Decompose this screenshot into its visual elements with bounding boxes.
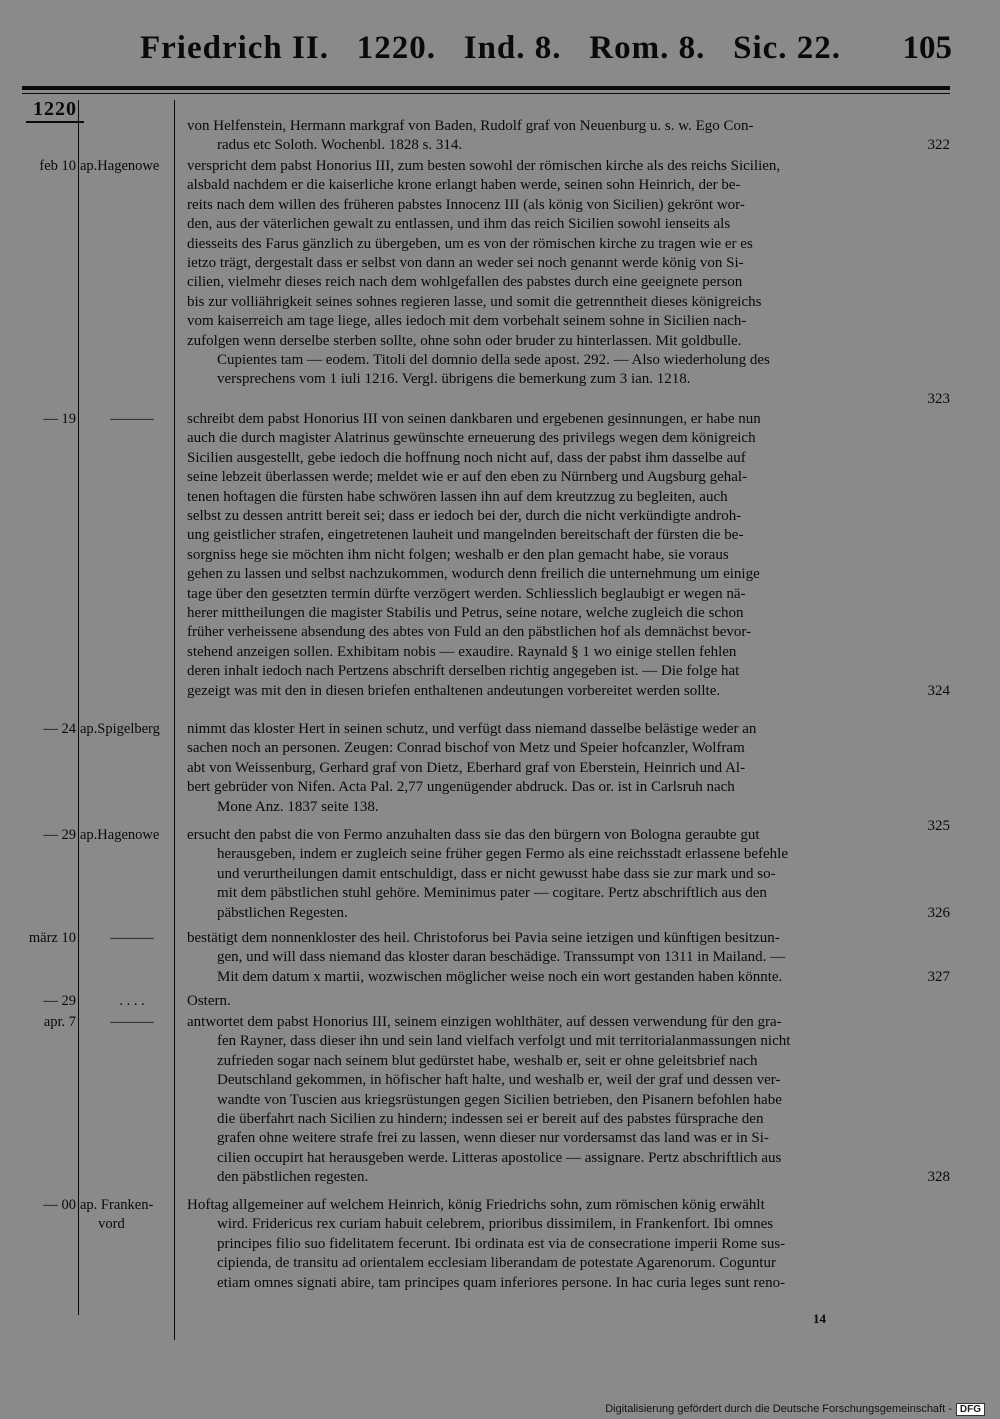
entry-line: wandte von Tuscien aus kriegsrüstungen gegen Sicilien betrieben, den Pisanern befohlen habe [217, 1091, 782, 1108]
entry-line: ersucht den pabst die von Fermo anzuhalten dass sie das den bürgern von Bologna geraubte gut [187, 827, 760, 843]
entry-line: radus etc Soloth. Wochenbl. 1828 s. 314. [217, 137, 463, 154]
entry-line: herausgeben, indem er zugleich seine früher gegen Fermo als eine reichsstadt erlassene befehle [217, 846, 789, 863]
signature-mark: 14 [813, 1311, 826, 1326]
entry-line: cilien, vielmehr dieses reich nach dem wohlgefallen des pabstes durch eine geeignete person [187, 274, 743, 291]
entry-line: bis zur volliährigkeit seines sohnes regieren lasse, und somit die getrenntheit dieses königreichs [187, 293, 762, 310]
entry-line: bestätigt dem nonnenkloster des heil. Christoforus bei Pavia seine ietzigen und künftigen besitzun- [187, 930, 780, 946]
entry-line: gen, und will dass niemand das kloster daran beschädige. Transsumpt von 1311 in Mailand. — [217, 949, 786, 966]
entry-date: — 00 [43, 1197, 76, 1213]
entry-place: ——— [110, 1014, 154, 1030]
entry-line: Cupientes tam — eodem. Titoli del domnio della sede apost. 292. — Also wiederholung des [217, 352, 770, 369]
entry-line: auch die durch magister Alatrinus gewünschte erneuerung des privilegs wegen dem königreich [187, 430, 756, 447]
entry-line: cilien occupirt hat herausgeben werde. Litteras apostolice — assignare. Pertz abschriftlich aus [217, 1149, 782, 1166]
entry-line: herer mittheilungen die magister Stabilis und Petrus, seine notare, welche zugleich die schon [187, 605, 744, 622]
entry-text [187, 410, 947, 701]
entry-line: die überfahrt nach Sicilien zu hindern; indessen sei er bereit auf des pabstes fürsprache den [217, 1111, 764, 1128]
entry-line: und verurtheilungen damit entschuldigt, dass er nicht gewusst habe dass sie zur mark und so- [217, 865, 776, 882]
entry-place: ap. Franken- vord [80, 1197, 154, 1233]
entry-line: alsbald nachdem er die kaiserliche krone erlangt haben werde, seinen sohn Heinrich, der be- [187, 177, 741, 194]
entry-line: mit dem päbstlichen stuhl gehöre. Meminimus pater — cogitare. Pertz abschriftlich aus den [217, 885, 767, 902]
entry-line: ietzo trägt, dergestalt dass er selbst von dann an weder sei noch genannt werde könig von Si- [187, 255, 744, 272]
entry-line: antwortet dem pabst Honorius III, seinem einzigen wohlthäter, auf dessen verwendung für den gra- [187, 1014, 782, 1030]
footer-text: Digitalisierung gefördert durch die Deutsche Forschungsgemeinschaft - [605, 1403, 952, 1415]
entry-line: Mone Anz. 1837 seite 138. [217, 798, 379, 815]
entry-line: sachen noch an personen. Zeugen: Conrad bischof von Metz und Speier hofcanzler, Wolfram [187, 740, 745, 757]
entry-line: reits nach dem willen des früheren pabstes Innocenz III (als könig von Sicilien) gekrönt wor- [187, 196, 745, 213]
entry-line: sorgniss hege sie möchten ihm nicht folgen; weshalb er den plan gemacht habe, sie voraus [187, 546, 729, 563]
entry-line: tenen hoftagen die fürsten habe schwören lassen ihn auf dem kreutzzug zu begleiten, auch [187, 488, 728, 505]
entry-text [187, 992, 947, 1011]
entry-number: 322 [927, 137, 950, 154]
header-rule-thick [22, 86, 950, 90]
entry-date: apr. 7 [43, 1014, 76, 1030]
entry-line: den, aus der väterlichen gewalt zu entlassen, und ihm das reich Sicilien sowohl ienseits als [187, 216, 731, 233]
entry-line: den päbstlichen regesten. [217, 1169, 369, 1186]
entry-line: principes filio suo fidelitatem fecerunt. Ibi ordinata est via de consecratione imperii Rome sus- [217, 1235, 786, 1252]
page-number: 105 [902, 30, 952, 66]
entry-line: nimmt das kloster Hert in seinen schutz, und verfügt dass niemand dasselbe belästige weder an [187, 721, 757, 737]
entry-place: ——— [110, 930, 154, 946]
entry-line: zufolgen wenn derselbe sterben sollte, ohne sohn oder bruder zu hinterlassen. Mit goldbulle. [187, 332, 742, 349]
entry-date: — 24 [43, 721, 76, 737]
entry-line: von Helfenstein, Hermann markgraf von Baden, Rudolf graf von Neuenburg u. s. w. Ego Con- [187, 118, 754, 134]
entry-text [187, 157, 947, 390]
entry-line: seine lebzeit überlassen werde; meldet wie er auf den eben zu Nürnberg und Augsburg gehal- [187, 469, 748, 486]
entry-line: bert gebrüder von Nifen. Acta Pal. 2,77 ungenügender abdruck. Das or. ist in Carlsruh nach [187, 779, 735, 796]
entry-line: fen Rayner, dass dieser ihn und sein land vielfach verfolgt und mit territorialanmassungen nicht [217, 1033, 791, 1050]
dfg-logo: DFG [956, 1403, 985, 1416]
entry-place: . . . . [119, 993, 145, 1009]
entry-line: früher verheissene absendung des abtes von Fuld an den päbstlichen hof als demnächst bevor- [187, 624, 752, 641]
entry-line: schreibt dem pabst Honorius III von seinen dankbaren und ergebenen gesinnungen, er habe nun [187, 411, 761, 427]
entry-line: cipienda, de transitu ad orientalem ecclesiam liberandam de potestate Agarenorum. Coguntur [217, 1255, 776, 1272]
entry-line: ung geistlicher strafen, eingetretenen lauheit und mangelnden bereitschaft der fürsten die be- [187, 527, 744, 544]
entry-text [187, 720, 947, 817]
entry-line: Deutschland gekommen, in höfischer haft halte, und weshalb er, weil der graf und dessen ver- [217, 1072, 781, 1089]
entry-line: selbst zu dessen antritt bereit sei; dass er iedoch bei der, durch die nicht verkündigte androh- [187, 508, 742, 525]
entry-line: Mit dem datum x martii, wozwischen möglicher weise noch ein wort gestanden haben könnte. [217, 968, 783, 985]
page-header-title: Friedrich II. 1220. Ind. 8. Rom. 8. Sic. 22. [140, 30, 842, 66]
entry-line: päbstlichen Regesten. [217, 904, 348, 921]
entry-line: gezeigt was mit den in diesen briefen enthaltenen andeutungen vorbereitet werden sollte. [187, 682, 721, 699]
entry-line: wird. Fridericus rex curiam habuit celebrem, prioribus dissimilem, in Frankenfort. Ibi omnes [217, 1216, 774, 1233]
entry-text [187, 826, 947, 923]
entry-line: deren inhalt iedoch nach Pertzens abschrift derselben richtig angegeben ist. — Die folge hat [187, 663, 740, 680]
entry-number: 323 [927, 390, 950, 407]
entry-line: Ostern. [187, 993, 231, 1009]
entry-line: abt von Weissenburg, Gerhard graf von Dietz, Eberhard graf von Eberstein, Heinrich und Al- [187, 759, 746, 776]
entry-place: ——— [110, 411, 154, 427]
entry-place: ap.Spigelberg [80, 721, 160, 737]
entry-line: tage über den gesetzten termin dürfte verzögert werden. Schliesslich beglaubigt er wegen nä- [187, 585, 746, 602]
entry-number: 327 [927, 968, 950, 985]
entry-date: märz 10 [28, 930, 76, 946]
entry-place: ap.Hagenowe [80, 827, 160, 843]
entry-line: etiam omnes signati abire, tam principes quam inferiores persone. In hac curia leges sunt reno- [217, 1274, 786, 1291]
entry-place: ap.Hagenowe [80, 158, 160, 174]
entry-line: versprechens vom 1 iuli 1216. Vergl. übrigens die bemerkung zum 3 ian. 1218. [217, 371, 691, 388]
entry-date: — 29 [43, 827, 76, 843]
entry-date: — 19 [43, 411, 76, 427]
year-label: 1220 [26, 98, 84, 123]
entry-text [187, 117, 947, 156]
entry-line: verspricht dem pabst Honorius III, zum besten sowohl der römischen kirche als des reichs Sicilien, [187, 158, 781, 174]
entry-text [187, 1196, 947, 1293]
entry-date: — 29 [43, 993, 76, 1009]
entry-text [187, 1013, 947, 1188]
entry-number: 325 [927, 818, 950, 834]
entry-number: 326 [927, 904, 950, 921]
entry-line: grafen ohne weitere strafe frei zu lassen, wenn dieser nur vordersamst das land was er in Si- [217, 1130, 769, 1147]
entry-line: diesseits des Farus gänzlich zu übergeben, um es von der römischen kirche zu tragen wie er es [187, 235, 753, 252]
entry-line: Hoftag allgemeiner auf welchem Heinrich, könig Friedrichs sohn, zum römischen könig erwählt [187, 1197, 765, 1213]
entry-text [187, 929, 947, 987]
entry-number: 324 [927, 682, 950, 699]
header-rule-thin [22, 93, 950, 94]
entry-line: stehend anzeigen sollen. Exhibitam nobis — exaudire. Raynald § 1 wo einige stellen fehlen [187, 643, 737, 660]
column-divider-date [78, 100, 79, 1315]
entry-line: gehen zu lassen und selbst nachzukommen, wodurch denn freilich die unternehmung um einige [187, 566, 760, 583]
entry-line: zufrieden sogar nach seinem blut gedürstet habe, weshalb er, seit er ohne geleitsbrief nach [217, 1052, 758, 1069]
entry-date: feb 10 [39, 158, 76, 174]
entry-line: Sicilien ausgestellt, gebe iedoch die hoffnung noch nicht auf, dass der pabst ihm dasselbe auf [187, 449, 746, 466]
footer-credit [605, 1403, 985, 1416]
entry-number: 328 [927, 1169, 950, 1186]
entry-line: vom kaiserreich am tage liege, alles iedoch mit dem vorbehalt seinem sohne in Sicilien nach- [187, 313, 747, 330]
